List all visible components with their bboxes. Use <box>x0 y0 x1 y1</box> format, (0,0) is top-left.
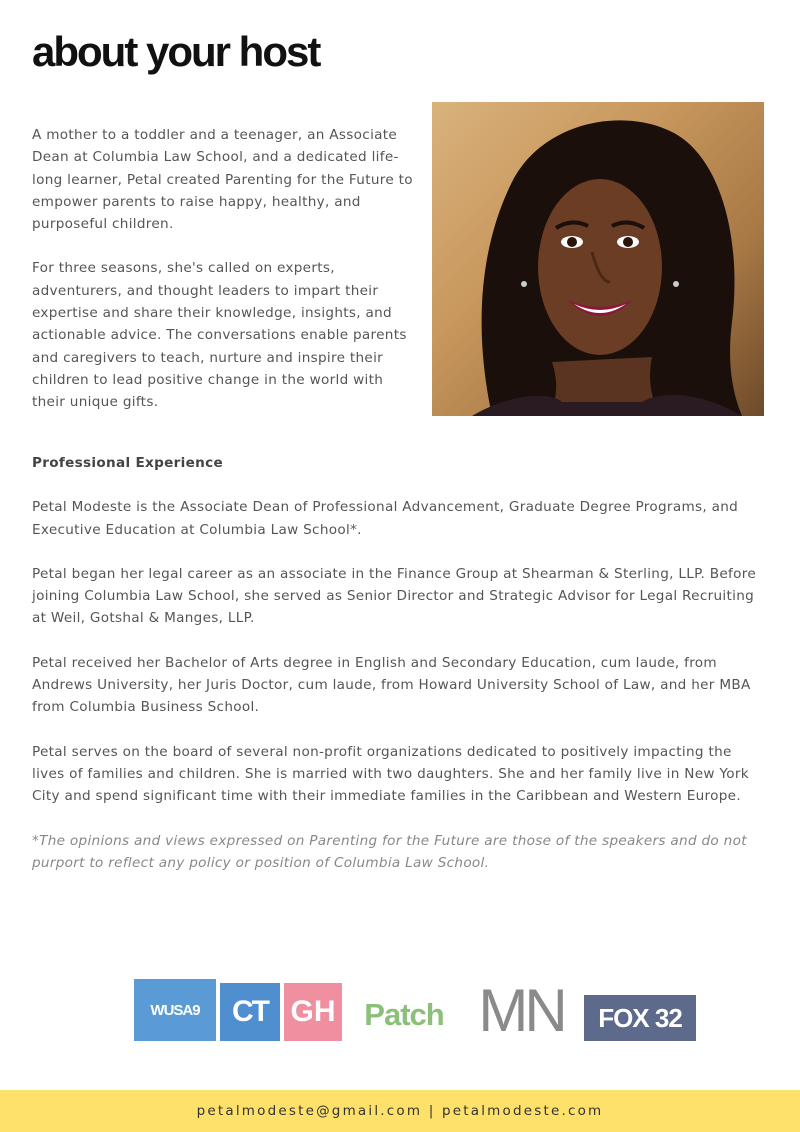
gh-logo <box>284 983 342 1041</box>
host-portrait-photo <box>432 102 764 416</box>
fox32-logo-text: FOX 32 <box>598 1002 682 1033</box>
wusa9-logo-text: WUSA9 <box>150 1001 200 1019</box>
intro-paragraph-1: A mother to a toddler and a teenager, an Associate Dean at Columbia Law School, and a dedicated life-long learner, Petal created Parenting for the Future to empower parents to raise happy, healthy, and purposeful children. <box>32 127 413 233</box>
intro-section <box>32 124 417 436</box>
experience-section <box>32 452 767 896</box>
wusa9-logo <box>134 979 216 1041</box>
experience-paragraph: Petal serves on the board of several non-profit organizations dedicated to positively impacting the lives of families and children. She is married with two daughters. She and her family live in New York City and spend significant time with their immediate families in the Caribbean and Western Europe. <box>32 743 749 805</box>
experience-heading: Professional Experience <box>32 455 224 471</box>
press-logos <box>0 975 800 1045</box>
footer-contact: petalmodeste@gmail.com | petalmodeste.com <box>196 1103 604 1119</box>
gh-logo-text: GH <box>290 995 336 1028</box>
portrait-illustration <box>432 102 764 416</box>
nbc-ct-logo <box>220 983 280 1041</box>
mn-logo <box>466 976 576 1044</box>
nbc-ct-logo-text: CT <box>232 995 268 1028</box>
patch-logo <box>356 993 452 1037</box>
disclaimer-text: *The opinions and views expressed on Parenting for the Future are those of the speakers and do not purport to reflect any policy or position of Columbia Law School. <box>32 832 747 871</box>
patch-logo-text: Patch <box>364 997 444 1032</box>
page-title: about your host <box>32 28 320 75</box>
experience-paragraph: Petal began her legal career as an associate in the Finance Group at Shearman & Sterling, LLP. Before joining Columbia Law School, she served as Senior Director and Strategic Advisor for Legal Recruiting at Weil, Gotshal & Manges, LLP. <box>32 565 756 627</box>
mn-logo-text: MN <box>478 976 564 1044</box>
fox32-logo <box>584 995 696 1041</box>
experience-paragraph: Petal Modeste is the Associate Dean of Professional Advancement, Graduate Degree Programs, and Executive Education at Columbia Law School*. <box>32 499 739 538</box>
footer-bar <box>0 1090 800 1132</box>
experience-paragraph: Petal received her Bachelor of Arts degree in English and Secondary Education, cum laude, from Andrews University, her Juris Doctor, cum laude, from Howard University School of Law, and her MBA from Columbia Business School. <box>32 654 751 716</box>
intro-paragraph-2: For three seasons, she's called on experts, adventurers, and thought leaders to impart their expertise and share their knowledge, insights, and actionable advice. The conversations enable parents and caregivers to teach, nurture and inspire their children to lead positive change in the world with their unique gifts. <box>32 260 407 411</box>
